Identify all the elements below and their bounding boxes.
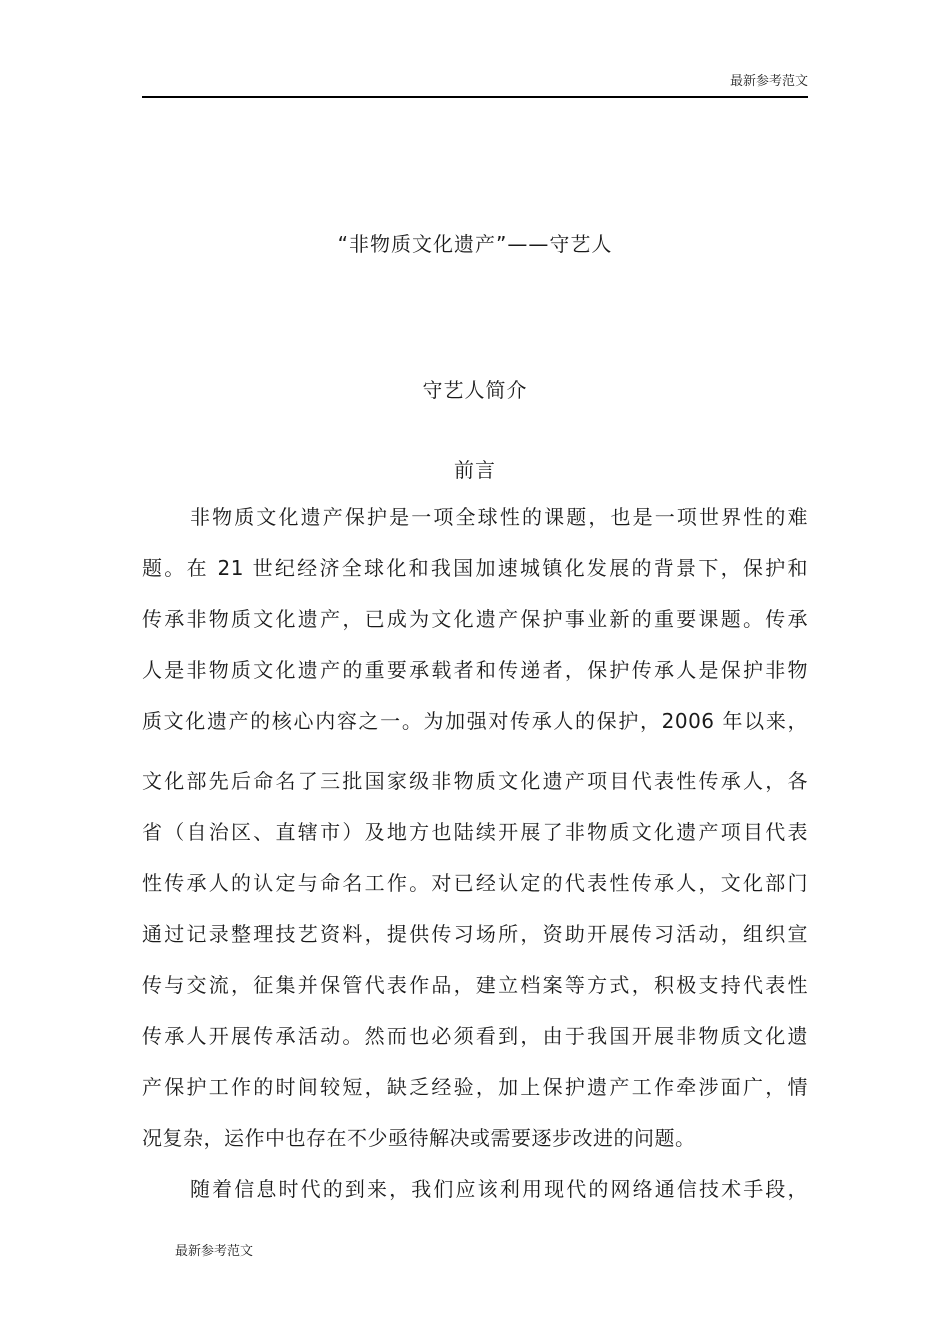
paragraph-line: 题。在 21 世纪经济全球化和我国加速城镇化发展的背景下，保护和 xyxy=(142,556,808,580)
paragraph-line: 质文化遗产的核心内容之一。为加强对传承人的保护，2006 年以来， xyxy=(142,709,808,733)
section-title: 守艺人简介 xyxy=(422,378,528,402)
paragraph-line: 性传承人的认定与命名工作。对已经认定的代表性传承人，文化部门 xyxy=(142,871,808,895)
header-divider xyxy=(142,96,808,98)
paragraph-line: 文化部先后命名了三批国家级非物质文化遗产项目代表性传承人，各 xyxy=(142,769,808,793)
paragraph-line: 传承人开展传承活动。然而也必须看到，由于我国开展非物质文化遗 xyxy=(142,1024,808,1048)
paragraph-line: 产保护工作的时间较短，缺乏经验，加上保护遗产工作牵涉面广，情 xyxy=(142,1075,808,1099)
paragraph-line: 传承非物质文化遗产，已成为文化遗产保护事业新的重要课题。传承 xyxy=(142,607,808,631)
document-title: “非物质文化遗产”——守艺人 xyxy=(337,232,613,256)
preface-title: 前言 xyxy=(454,458,496,482)
paragraph-line: 省（自治区、直辖市）及地方也陆续开展了非物质文化遗产项目代表 xyxy=(142,820,808,844)
paragraph-line: 况复杂，运作中也存在不少亟待解决或需要逐步改进的问题。 xyxy=(142,1126,696,1150)
paragraph-line: 随着信息时代的到来，我们应该利用现代的网络通信技术手段， xyxy=(190,1177,808,1201)
paragraph-line: 非物质文化遗产保护是一项全球性的课题，也是一项世界性的难 xyxy=(190,505,808,529)
paragraph-line: 通过记录整理技艺资料，提供传习场所，资助开展传习活动，组织宣 xyxy=(142,922,808,946)
paragraph-line: 人是非物质文化遗产的重要承载者和传递者，保护传承人是保护非物 xyxy=(142,658,808,682)
page-header-text: 最新参考范文 xyxy=(729,74,808,89)
paragraph-line: 传与交流，征集并保管代表作品，建立档案等方式，积极支持代表性 xyxy=(142,973,808,997)
page-footer-text: 最新参考范文 xyxy=(175,1244,254,1259)
